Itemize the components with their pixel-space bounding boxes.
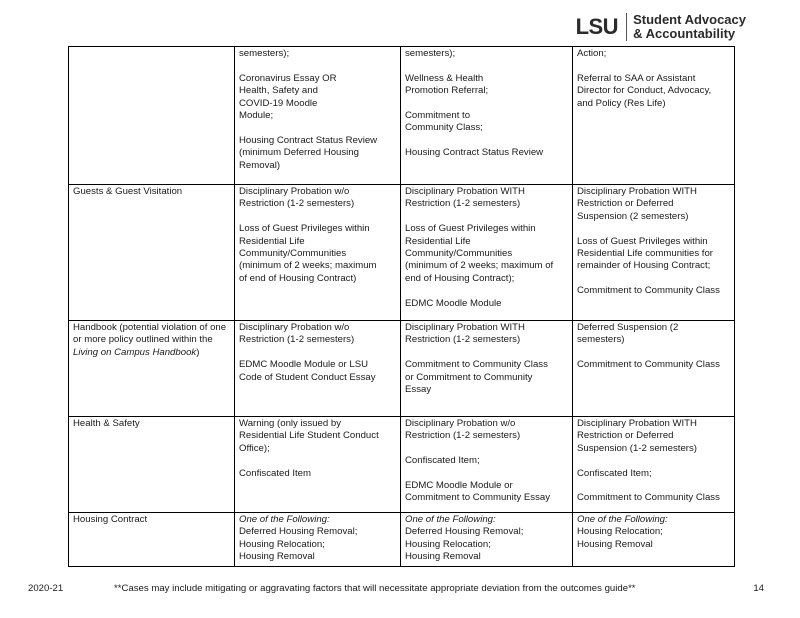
violation-text: Handbook (potential violation of one or more policy outlined within the xyxy=(73,322,227,346)
violation-cell xyxy=(69,47,235,185)
outcome-item: EDMC Moodle Module or Commitment to Community Essay xyxy=(405,480,551,504)
outcome-item: semesters); xyxy=(239,48,290,59)
outcome-cell xyxy=(573,47,735,185)
lsu-logo: LSU xyxy=(575,14,619,39)
outcome-item: Loss of Guest Privileges within Residential Life Community/Communities (minimum of 2 weeks; maximum of end of Housing Contract) xyxy=(239,223,377,284)
cell-text: Housing Relocation; Housing Removal xyxy=(577,526,663,550)
table-row xyxy=(69,417,735,513)
outcome-cell xyxy=(573,417,735,513)
outcome-cell xyxy=(235,513,401,567)
cell-lead: One of the Following: xyxy=(577,514,668,525)
table-row xyxy=(69,47,735,185)
outcome-cell xyxy=(401,513,573,567)
outcome-item: Confiscated Item; xyxy=(405,455,480,467)
outcome-item: Loss of Guest Privileges within Residential Life Community/Communities (minimum of 2 weeks; maximum of end of Housing Contract); xyxy=(405,223,554,284)
handbook-title: Living on Campus Handbook xyxy=(73,346,197,358)
outcome-item: Wellness & Health Promotion Referral; xyxy=(405,72,489,97)
outcome-item: Disciplinary Probation WITH Restriction or Deferred Suspension (1-2 semesters) xyxy=(577,418,697,454)
outcome-item: Confiscated Item xyxy=(239,467,311,479)
outcome-cell xyxy=(235,185,401,321)
footer-note: **Cases may include mitigating or aggravating factors that will necessitate appropriate deviation from the outcomes guide** xyxy=(114,583,636,594)
page-number: 14 xyxy=(753,583,764,594)
outcome-cell xyxy=(401,321,573,417)
violation-cell: Health & Safety xyxy=(69,417,235,513)
outcome-item: Confiscated Item; xyxy=(577,467,652,479)
outcome-item: Commitment to Community Class or Commitment to Community Essay xyxy=(405,359,548,396)
outcome-item: Commitment to Community Class xyxy=(577,285,720,297)
outcome-item: Coronavirus Essay OR Health, Safety and COVID-19 Moodle Module; xyxy=(239,72,337,122)
department-name xyxy=(633,13,746,41)
outcome-item: Disciplinary Probation w/o Restriction (1-2 semesters) xyxy=(239,322,355,346)
outcome-item: Referral to SAA or Assistant Director for Conduct, Advocacy, and Policy (Res Life) xyxy=(577,72,712,109)
logo-divider xyxy=(626,13,627,41)
outcome-item: Housing Contract Status Review xyxy=(405,147,544,159)
outcome-cell xyxy=(573,185,735,321)
department-line-1: Student Advocacy xyxy=(633,12,746,27)
outcome-item: Commitment to Community Class xyxy=(577,359,720,371)
violation-cell: Housing Contract xyxy=(69,513,235,567)
cell-lead: One of the Following: xyxy=(239,514,330,525)
outcome-cell xyxy=(401,417,573,513)
violation-cell xyxy=(69,321,235,417)
outcome-item: Disciplinary Probation w/o Restriction (1-2 semesters) xyxy=(239,186,355,210)
outcome-item: Deferred Suspension (2 semesters) xyxy=(577,322,679,346)
outcome-cell xyxy=(573,321,735,417)
outcome-item: Commitment to Community Class; xyxy=(405,110,483,134)
violation-text-end: ) xyxy=(196,346,200,358)
outcome-item: EDMC Moodle Module xyxy=(405,297,502,309)
outcomes-table xyxy=(68,46,735,567)
table-row xyxy=(69,185,735,321)
outcome-cell xyxy=(401,47,573,185)
cell-text: Deferred Housing Removal; Housing Relocation; Housing Removal xyxy=(239,526,358,563)
violation-cell: Guests & Guest Visitation xyxy=(69,185,235,321)
cell-lead: One of the Following: xyxy=(405,514,496,525)
outcome-item: Disciplinary Probation WITH Restriction or Deferred Suspension (2 semesters) xyxy=(577,186,697,222)
table-row xyxy=(69,321,735,417)
cell-text: Deferred Housing Removal; Housing Relocation; Housing Removal xyxy=(405,526,524,563)
outcome-cell xyxy=(573,513,735,567)
outcome-item: EDMC Moodle Module or LSU Code of Student Conduct Essay xyxy=(239,359,376,383)
outcome-item: Action; xyxy=(577,48,607,59)
outcome-item: Disciplinary Probation w/o Restriction (1-2 semesters) xyxy=(405,418,521,442)
department-line-2: & Accountability xyxy=(633,26,736,41)
footer-year: 2020-21 xyxy=(28,583,64,594)
outcome-item: Loss of Guest Privileges within Residential Life communities for remainder of Housing Contract; xyxy=(577,235,713,272)
outcome-item: Commitment to Community Class xyxy=(577,492,720,504)
outcome-item: Disciplinary Probation WITH Restriction (1-2 semesters) xyxy=(405,322,525,346)
outcome-cell xyxy=(235,417,401,513)
outcome-cell xyxy=(235,321,401,417)
outcome-cell xyxy=(235,47,401,185)
outcome-item: Housing Contract Status Review (minimum Deferred Housing Removal) xyxy=(239,134,378,171)
outcome-cell xyxy=(401,185,573,321)
page-header xyxy=(576,10,746,44)
outcome-item: Warning (only issued by Residential Life Student Conduct Office); xyxy=(239,418,379,454)
table-row xyxy=(69,513,735,567)
outcome-item: Disciplinary Probation WITH Restriction (1-2 semesters) xyxy=(405,186,525,210)
outcome-item: semesters); xyxy=(405,48,456,59)
